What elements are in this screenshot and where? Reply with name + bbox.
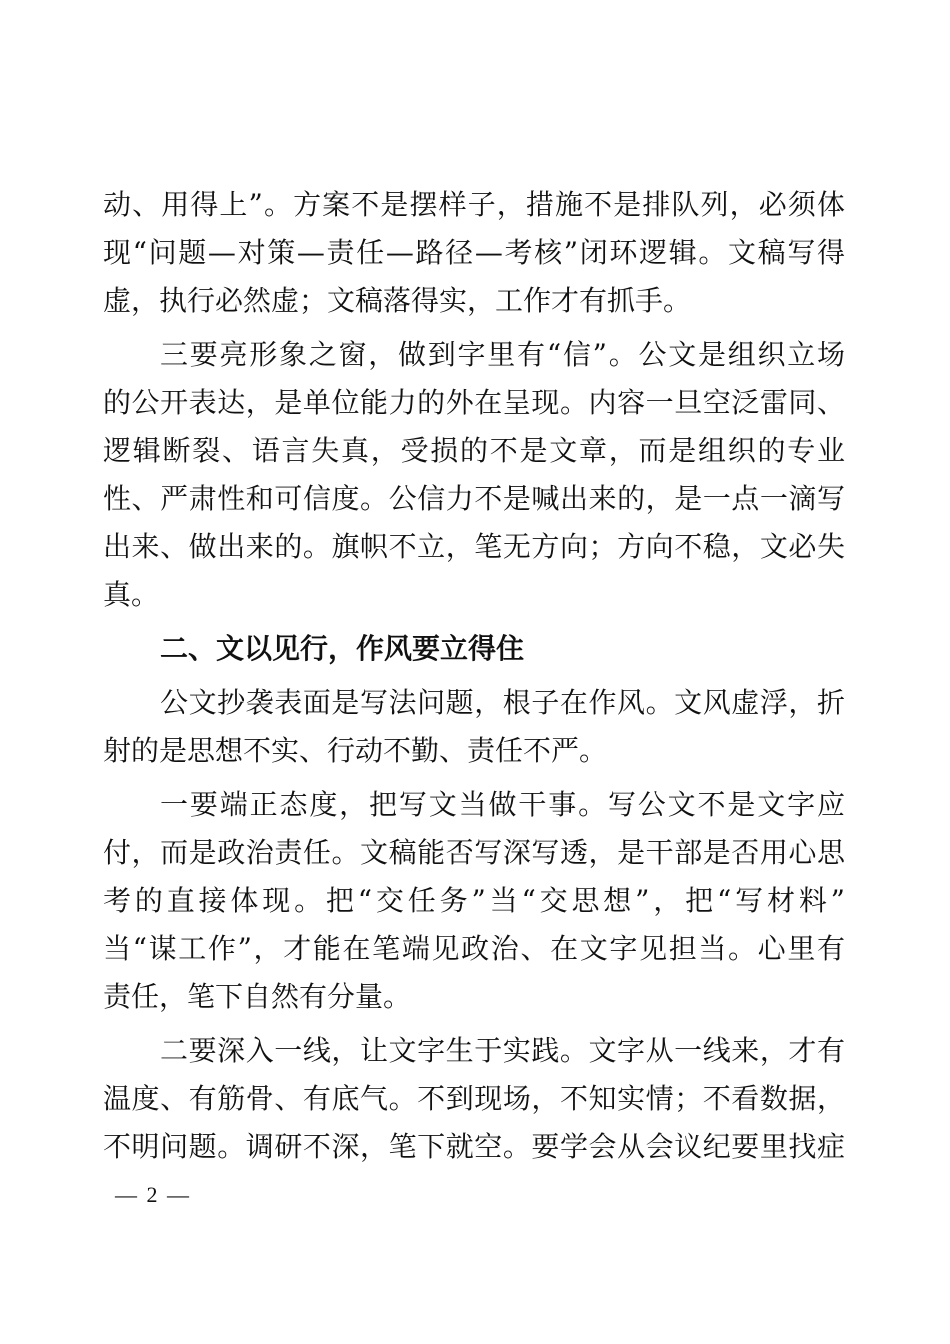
text-line: 考的直接体现。把“交任务”当“交思想”，把“写材料”: [103, 884, 845, 917]
text-line: 付，而是政治责任。文稿能否写深写透，是干部是否用心思: [103, 836, 845, 869]
text-line: 不明问题。调研不深，笔下就空。要学会从会议纪要里找症: [103, 1130, 845, 1163]
page-number: — 2 —: [115, 1182, 191, 1207]
text-line: 公文抄袭表面是写法问题，根子在作风。文风虚浮，折: [160, 686, 845, 719]
paragraph: [103, 331, 845, 619]
text-line: 当“谋工作”，才能在笔端见政治、在文字见担当。心里有: [103, 932, 845, 965]
text-line: 一要端正态度，把写文当做干事。写公文不是文字应: [160, 788, 845, 821]
paragraph: [103, 679, 845, 775]
document-body: [103, 181, 845, 1177]
section-heading: [103, 625, 845, 673]
text-line: 逻辑断裂、语言失真，受损的不是文章，而是组织的专业: [103, 434, 845, 467]
text-line: 现“问题—对策—责任—路径—考核”闭环逻辑。文稿写得: [103, 236, 845, 269]
text-line: 虚，执行必然虚；文稿落得实，工作才有抓手。: [103, 284, 692, 317]
text-line: 二、文以见行，作风要立得住: [160, 632, 525, 665]
text-line: 三要亮形象之窗，做到字里有“信”。公文是组织立场: [160, 338, 845, 371]
text-line: 射的是思想不实、行动不勤、责任不严。: [103, 734, 608, 767]
text-line: 的公开表达，是单位能力的外在呈现。内容一旦空泛雷同、: [103, 386, 845, 419]
text-line: 真。: [103, 578, 160, 611]
paragraph: [103, 181, 845, 325]
text-line: 出来、做出来的。旗帜不立，笔无方向；方向不稳，文必失: [103, 530, 845, 563]
paragraph: [103, 1027, 845, 1171]
text-line: 温度、有筋骨、有底气。不到现场，不知实情；不看数据，: [103, 1082, 845, 1115]
text-line: 性、严肃性和可信度。公信力不是喊出来的，是一点一滴写: [103, 482, 845, 515]
text-line: 二要深入一线，让文字生于实践。文字从一线来，才有: [160, 1034, 845, 1067]
text-line: 责任，笔下自然有分量。: [103, 980, 412, 1013]
text-line: 动、用得上”。方案不是摆样子，措施不是排队列，必须体: [103, 188, 845, 221]
paragraph: [103, 781, 845, 1021]
